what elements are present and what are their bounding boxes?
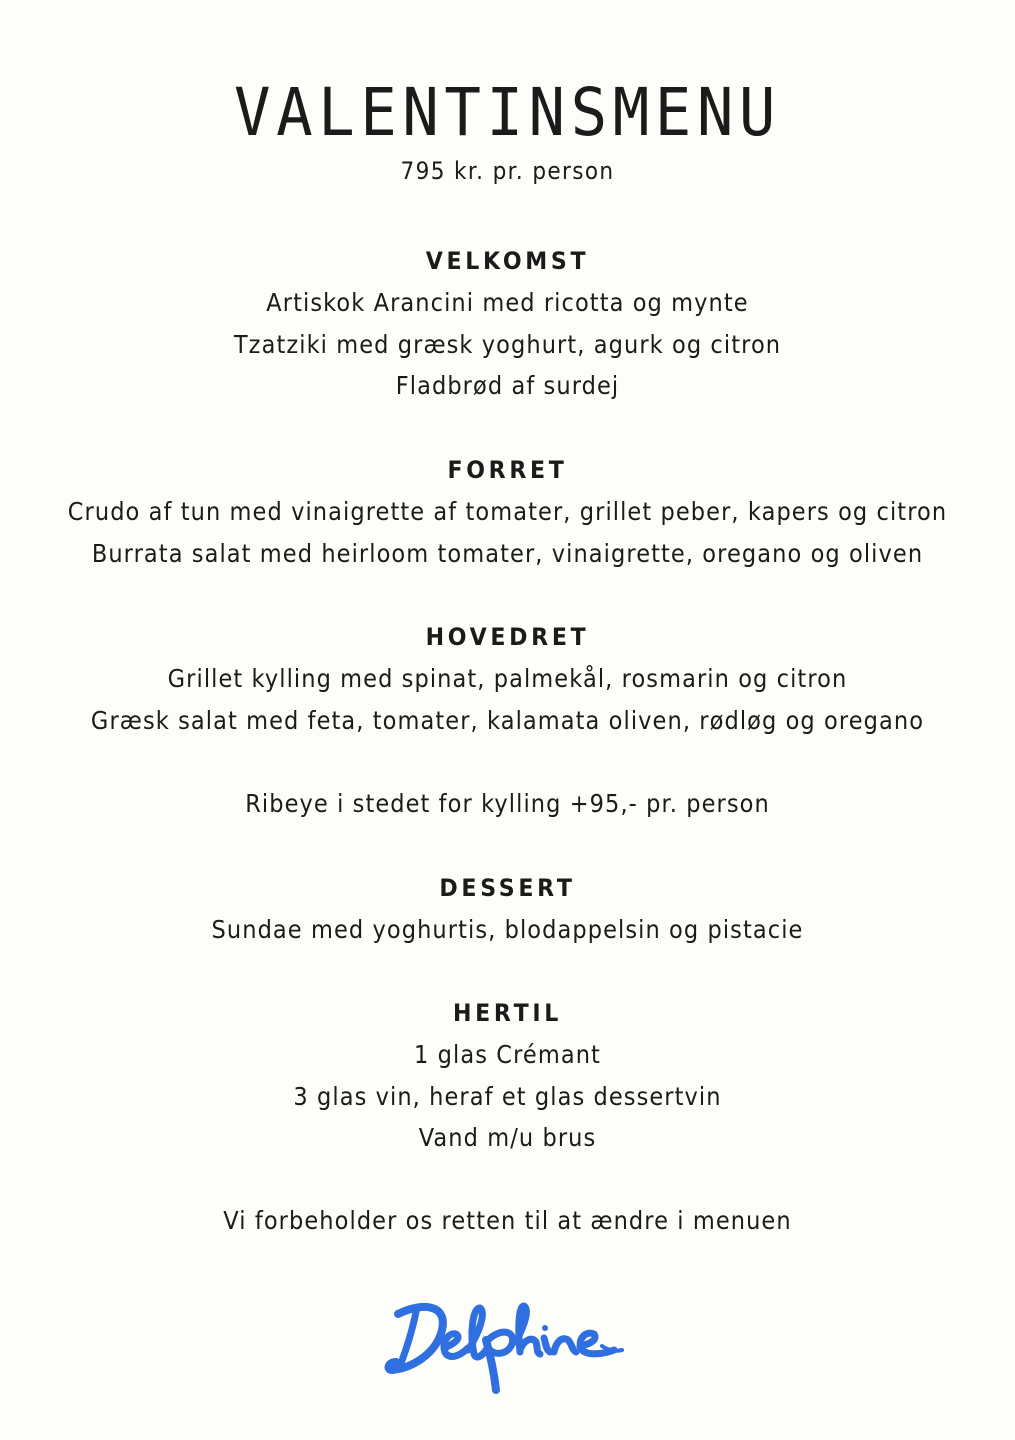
- menu-item: Tzatziki med græsk yoghurt, agurk og citron: [233, 330, 782, 359]
- menu-item-note: Ribeye i stedet for kylling +95,- pr. person: [245, 789, 770, 818]
- menu-item: Sundae med yoghurtis, blodappelsin og pistacie: [211, 915, 804, 944]
- menu-item: Græsk salat med feta, tomater, kalamata oliven, rødløg og oregano: [90, 706, 925, 735]
- menu-title: VALENTINSMENU: [234, 74, 781, 151]
- menu-price: 795 kr. pr. person: [400, 157, 615, 185]
- section-heading-velkomst: VELKOMST: [425, 247, 590, 275]
- section-heading-hertil: HERTIL: [452, 999, 562, 1027]
- section-heading-hovedret: HOVEDRET: [425, 623, 590, 651]
- delphine-logo: [382, 1292, 634, 1396]
- menu-item: Crudo af tun med vinaigrette af tomater, grillet peber, kapers og citron: [67, 497, 948, 526]
- menu-item: Grillet kylling med spinat, palmekål, rosmarin og citron: [167, 664, 848, 693]
- section-heading-forret: FORRET: [447, 456, 568, 484]
- menu-disclaimer: Vi forbeholder os retten til at ændre i menuen: [223, 1206, 792, 1235]
- menu-item: Fladbrød af surdej: [395, 371, 620, 400]
- menu-item: 1 glas Crémant: [414, 1040, 601, 1069]
- menu-item: Burrata salat med heirloom tomater, vinaigrette, oregano og oliven: [91, 539, 924, 568]
- menu-item: 3 glas vin, heraf et glas dessertvin: [293, 1082, 722, 1111]
- section-heading-dessert: DESSERT: [439, 874, 576, 902]
- menu-item: Artiskok Arancini med ricotta og mynte: [266, 288, 749, 317]
- menu-item: Vand m/u brus: [418, 1123, 597, 1152]
